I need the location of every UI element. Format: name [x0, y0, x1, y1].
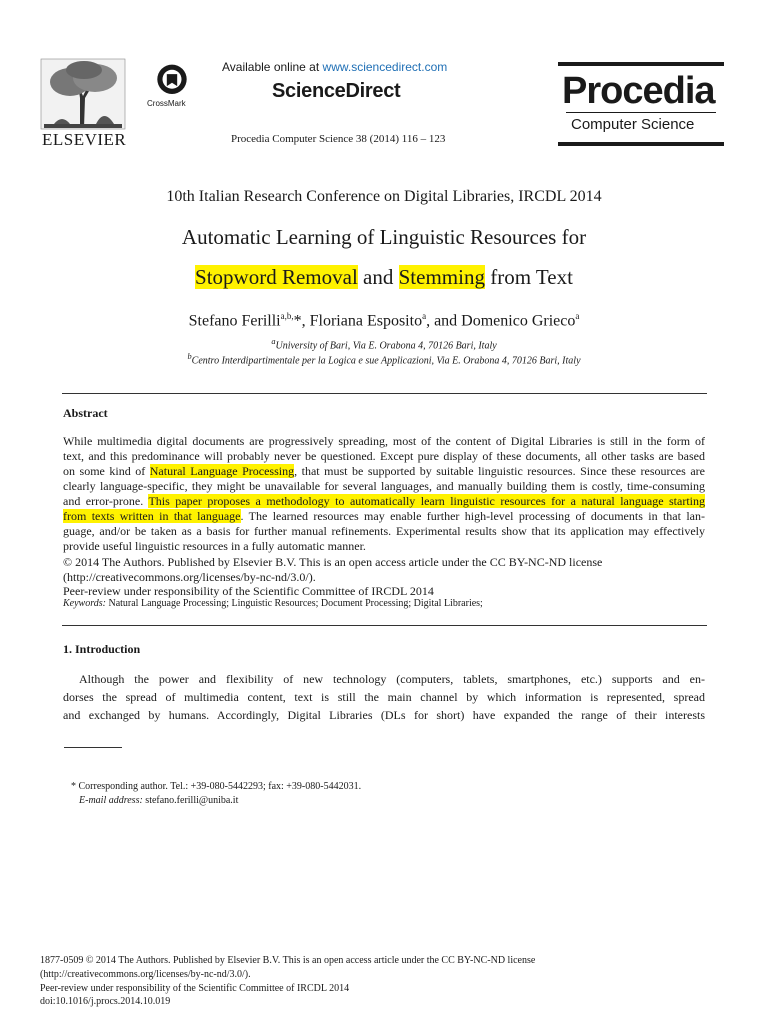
title-connector: and — [357, 265, 399, 289]
abstract-line-3 — [63, 464, 705, 479]
abstract-line-4: clearly language-specific, they might be unavailable for several languages, and manually building them is costly, time-consuming — [63, 479, 705, 493]
abstract-line-5-pre: and error-prone. — [63, 494, 149, 508]
copyright-line-2[interactable]: (http://creativecommons.org/licenses/by-nc-nd/3.0/). — [63, 570, 316, 584]
abstract-line-6 — [63, 509, 705, 524]
email-label: E-mail address: — [79, 795, 143, 806]
license-url-line[interactable]: (http://creativecommons.org/licenses/by-nc-nd/3.0/). — [40, 969, 251, 980]
sciencedirect-wordmark: ScienceDirect — [272, 80, 401, 102]
affiliation-a — [0, 337, 768, 351]
affiliation-a-text: University of Bari, Via E. Orabona 4, 70126 Bari, Italy — [275, 340, 497, 352]
abstract-heading: Abstract — [63, 406, 108, 420]
keywords-label: Keywords: — [63, 598, 106, 609]
abstract-line-6-post: . The learned resources may enable further high-level processing of documents in that lan- — [240, 509, 705, 523]
abstract-line-3-post: , that must be supported by suitable linguistic resources. Since these resources are — [294, 464, 705, 478]
paper-title-line-2 — [0, 265, 768, 290]
author-2: , Floriana Esposito — [301, 312, 423, 330]
highlight-nlp: Natural Language Processing — [149, 464, 295, 478]
corresponding-star: * — [293, 312, 302, 330]
author-list — [0, 311, 768, 330]
crossmark-icon[interactable] — [150, 62, 194, 100]
highlight-stopword-removal: Stopword Removal — [195, 265, 358, 289]
title-ending: from Text — [484, 265, 573, 289]
copyright-line-1: © 2014 The Authors. Published by Elsevier B.V. This is an open access article under the CC BY-NC-ND license — [63, 555, 603, 569]
conference-name: 10th Italian Research Conference on Digital Libraries, IRCDL 2014 — [166, 188, 602, 205]
email-address[interactable]: stefano.ferilli@uniba.it — [142, 795, 239, 806]
sciencedirect-link[interactable]: www.sciencedirect.com — [322, 60, 448, 74]
intro-line-2: dorses the spread of multimedia content, text is still the main channel by which information is represented, spread — [63, 690, 705, 704]
intro-line-1: Although the power and flexibility of new technology (computers, tablets, smartphones, etc.) supports and en- — [79, 672, 705, 686]
issn-license-line: 1877-0509 © 2014 The Authors. Published by Elsevier B.V. This is an open access article under the CC BY-NC-ND license — [40, 955, 536, 966]
crossmark-label: CrossMark — [147, 99, 186, 108]
author-1: Stefano Ferilli — [188, 312, 281, 330]
available-prefix: Available online at — [222, 60, 323, 74]
procedia-title: Procedia — [562, 70, 715, 112]
highlight-source-texts: from texts written in that language — [63, 509, 241, 523]
abstract-line-3-pre: on some kind of — [63, 464, 150, 478]
corresponding-author-text: Corresponding author. Tel.: +39-080-5442293; fax: +39-080-5442031. — [76, 781, 362, 792]
introduction-heading: 1. Introduction — [63, 642, 141, 656]
peer-review-footer: Peer-review under responsibility of the Scientific Committee of IRCDL 2014 — [40, 983, 350, 994]
highlight-methodology: This paper proposes a methodology to automatically learn linguistic resources for a natural language starting — [148, 494, 705, 508]
affiliation-b-text: Centro Interdipartimentale per la Logica e sue Applicazioni, Via E. Orabona 4, 70126 Bari, Italy — [191, 355, 581, 367]
peer-review-line: Peer-review under responsibility of the Scientific Committee of IRCDL 2014 — [63, 584, 434, 598]
affiliation-a-marker: a — [271, 337, 276, 346]
doi-line[interactable]: doi:10.1016/j.procs.2014.10.019 — [40, 996, 171, 1007]
affiliation-b-marker: b — [187, 352, 192, 361]
author-2-affiliation: a — [422, 311, 427, 321]
highlight-stemming: Stemming — [398, 265, 485, 289]
intro-line-3: and exchanged by humans. Accordingly, Digital Libraries (DLs for short) have expanded the range of their interests — [63, 708, 705, 722]
author-3: , and Domenico Grieco — [426, 312, 576, 330]
abstract-line-8: provide useful linguistic resources in a fully automatic manner. — [63, 539, 366, 553]
abstract-line-2: text, and this predominance will probably never be questioned. Except pure display of these documents, all other tasks are based — [63, 449, 705, 463]
procedia-subtitle: Computer Science — [571, 116, 695, 133]
journal-reference: Procedia Computer Science 38 (2014) 116 – 123 — [231, 133, 446, 145]
keywords-text: Natural Language Processing; Linguistic Resources; Document Processing; Digital Libraries; — [105, 598, 483, 609]
abstract-line-5 — [63, 494, 705, 509]
paper-title-line-1: Automatic Learning of Linguistic Resources for — [181, 225, 587, 249]
affiliation-b — [0, 352, 768, 366]
author-3-affiliation: a — [575, 311, 580, 321]
keywords-line — [63, 598, 483, 609]
footnote-star: * — [71, 781, 76, 792]
abstract-top-rule — [62, 393, 707, 394]
available-online-line — [222, 60, 447, 74]
author-1-affiliation: a,b, — [280, 311, 294, 321]
abstract-bottom-rule — [62, 625, 707, 626]
publisher-name: ELSEVIER — [42, 130, 127, 149]
email-line — [79, 795, 238, 806]
corresponding-author-note — [71, 781, 361, 792]
abstract-line-1: While multimedia digital documents are progressively spreading, most of the content of Digital Libraries is still in the form of — [63, 434, 705, 448]
abstract-line-7: guage, and/or be taken as a basis for further manual refinements. Experimental results show that its application may effectively — [63, 524, 705, 538]
footnote-rule — [64, 747, 122, 748]
